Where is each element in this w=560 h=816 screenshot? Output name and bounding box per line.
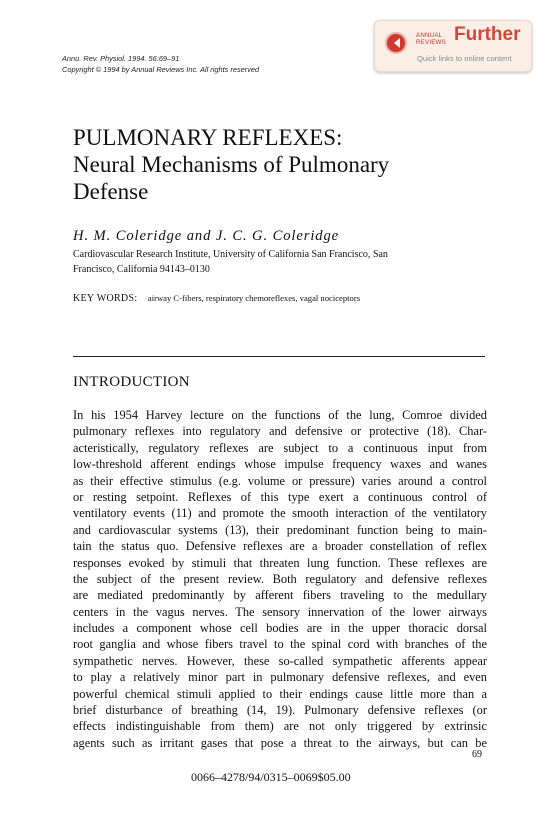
section-divider [73,356,485,357]
body-line: includes a component whose cell bodies are in the upper thoracic dorsal [73,621,487,636]
body-line: low-threshold afferent endings whose impulse frequency waxes and wanes [73,457,487,472]
affiliation-line: Cardiovascular Research Institute, University of California San Francisco, San [73,249,388,260]
arrow-left-icon [385,32,407,54]
body-line: tain the status quo. Defensive reflexes are a broader constellation of reflex [73,539,487,554]
affiliation [73,247,493,277]
authors: H. M. Coleridge and J. C. G. Coleridge [73,228,340,244]
article-title [73,124,493,205]
body-line: ventilatory events (11) and promote the smooth interaction of the ventilatory [73,506,487,521]
body-line: and cardiovascular systems (13), their predominant function being to main- [73,522,487,537]
title-line: Neural Mechanisms of Pulmonary [73,152,390,177]
body-line: powerful chemical stimuli applied to their endings cause little more than a [73,686,487,701]
citation-line: Annu. Rev. Physiol. 1994. 56:69–91 [62,54,180,63]
body-line: brief disturbance of breathing (14, 19). Pulmonary defensive reflexes (or [73,703,487,718]
further-subtitle: Quick links to online content [417,54,512,63]
title-line: Defense [73,179,149,204]
body-line: pulmonary reflexes into regulatory and defensive or protective (18). Char- [73,424,487,439]
reviews-label: REVIEWS [416,39,446,46]
copyright-line: Copyright © 1994 by Annual Reviews Inc. All rights reserved [62,65,260,74]
journal-citation [62,53,362,75]
title-line: PULMONARY REFLEXES: [73,125,343,150]
body-line: root ganglia and whose fibers travel to the spinal cord with branches of the [73,637,487,652]
body-line: agents such as irritant gases that pose a threat to the airways, but can be [73,735,487,750]
body-line: effects indistinguishable from them) are not only triggered by extrinsic [73,719,487,734]
body-text [73,407,487,751]
keywords-list: airway C-fibers, respiratory chemoreflexes, vagal nociceptors [147,293,361,303]
body-line: are mediated predominantly by afferent fibers traveling to the medullary [73,588,487,603]
annual-reviews-logo-text [416,32,446,46]
body-line: centers in the vagus nerves. The sensory innervation of the lower airways [73,604,487,619]
section-heading: INTRODUCTION [73,374,190,390]
body-line: responses evoked by stimuli that threaten lung function. These reflexes are [73,555,487,570]
body-line: acteristically, regulatory reflexes are subject to a continuous input from [73,440,487,455]
body-line: to play a relatively minor part in pulmonary defensive reflexes, and even [73,670,487,685]
body-line: as their effective stimulus (e.g. volume or pressure) varies around a control [73,473,487,488]
further-title: Further [454,24,521,45]
body-line: In his 1954 Harvey lecture on the functions of the lung, Comroe divided [73,408,487,422]
price-code: 0066–4278/94/0315–0069$05.00 [191,770,351,784]
keywords-label: KEY WORDS: [73,293,138,304]
body-line: sympathetic nerves. However, these so-called sympathetic afferents appear [73,653,487,668]
annual-reviews-further-banner[interactable] [374,20,532,72]
body-line: the subject of the present review. Both regulatory and defensive reflexes [73,571,487,586]
keywords [73,293,360,304]
page-number: 69 [472,749,482,760]
body-line: or resting setpoint. Reflexes of this type exert a continuous control of [73,489,487,504]
annual-label: ANNUAL [416,32,443,39]
affiliation-line: Francisco, California 94143–0130 [73,264,210,275]
